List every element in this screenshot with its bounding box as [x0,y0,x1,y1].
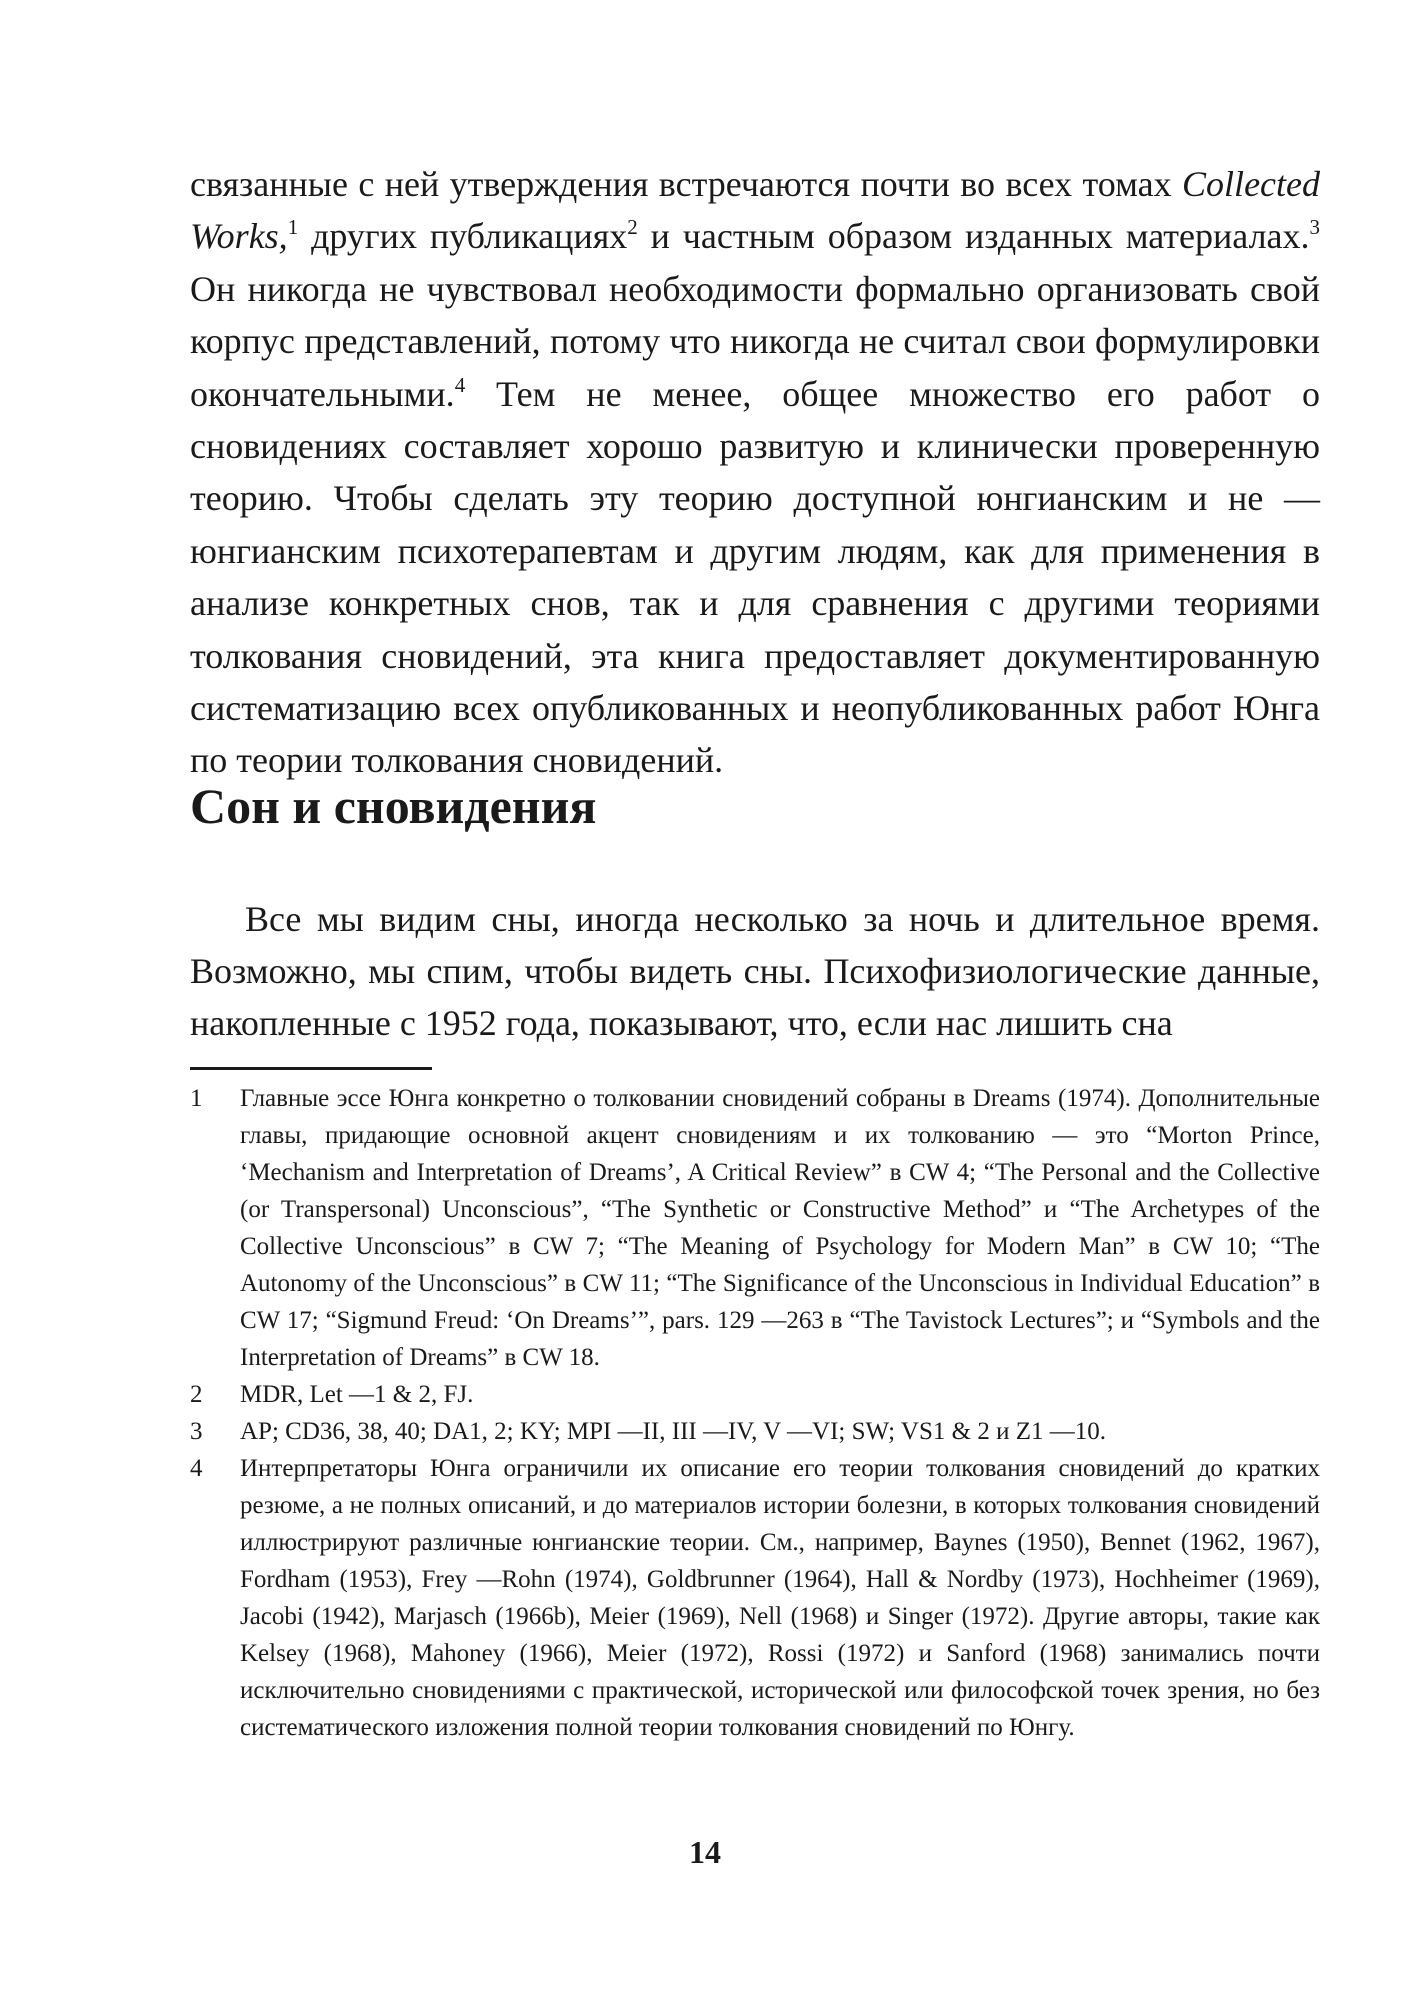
page-number: 14 [689,1834,721,1870]
footnote-ref-1[interactable]: 1 [287,215,299,240]
footnote-2 [190,1376,1320,1413]
footnote-divider [190,1067,432,1070]
footnote-3 [190,1413,1320,1450]
italic-title: Collected Works, [190,164,1320,257]
footnote-ref-2[interactable]: 2 [627,215,638,240]
footnote-text: MDR, Let —1 & 2, FJ. [240,1381,474,1408]
paragraph-text: и частным образом изданных материалах. [637,216,1310,257]
body-paragraph [190,158,1320,787]
paragraph-text: Он никогда не чувствовал необходимости формально организовать свой корпус представлений, потому что никогда не считал свои формулировки окончательными. [190,268,1320,414]
footnote-1 [190,1080,1320,1376]
body-paragraph-2: Все мы видим сны, иногда несколько за ночь и длительное время. Возможно, мы спим, чтобы видеть сны. Психофизиологические данные, накопленные с 1952 года, показывают, что, если нас лишить сна [190,899,1320,1043]
footnote-ref-4[interactable]: 4 [454,372,466,397]
footnote-number: 4 [190,1455,203,1482]
footnote-text: Главные эссе Юнга конкретно о толковании сновидений собраны в Dreams (1974). Дополнительные главы, придающие основной акцент сновидениям и их толкованию — это “Morton Prince, ‘Mechanism and Interpretation of Dreams’, A Critical Review” в CW 4; “The Personal and the Collective (or Transpersonal) Unconscious”, “The Synthetic or Constructive Method” и “The Archetypes of the Collective Unconscious” в CW 7; “The Meaning of Psychology for Modern Man” в CW 10; “The Autonomy of the Unconscious” в CW 11; “The Significance of the Unconscious in Individual Education” в CW 17; “Sigmund Freud: ‘On Dreams’”, pars. 129 —263 в “The Tavistock Lectures”; и “Symbols and the Interpretation of Dreams” в CW 18. [240,1085,1320,1371]
section-heading: Сон и сновидения [190,778,597,834]
footnote-ref-3[interactable]: 3 [1309,215,1321,240]
paragraph-text: Тем не менее, общее множество его работ о сновидениях составляет хорошо развитую и клинически проверенную теорию. Чтобы сделать эту теорию доступной юнгианским и не —юнгианским психотерапевтам и другим людям, как для применения в анализе конкретных снов, так и для сравнения с другими теориями толкования сновидений, эта книга предоставляет документированную систематизацию всех опубликованных и неопубликованных работ Юнга по теории толкования сновидений. [190,373,1320,781]
footnote-number: 1 [190,1085,203,1112]
footnote-text: Интерпретаторы Юнга ограничили их описание его теории толкования сновидений до кратких резюме, а не полных описаний, и до материалов истории болезни, в которых толкования сновидений иллюстрируют различные юнгианские теории. См., например, Baynes (1950), Bennet (1962, 1967), Fordham (1953), Frey —Rohn (1974), Goldbrunner (1964), Hall & Nordby (1973), Hochheimer (1969), Jacobi (1942), Marjasch (1966b), Meier (1969), Nell (1968) и Singer (1972). Другие авторы, такие как Kelsey (1968), Mahoney (1966), Meier (1972), Rossi (1972) и Sanford (1968) занимались почти исключительно сновидениями с практической, исторической или философской точек зрения, но без систематического изложения полной теории толкования сновидений по Юнгу. [240,1455,1320,1741]
footnote-4 [190,1450,1320,1746]
footnote-number: 2 [190,1381,203,1408]
footnote-number: 3 [190,1418,203,1445]
paragraph-text: других публикациях [298,216,628,257]
footnote-text: AP; CD36, 38, 40; DA1, 2; KY; MPI —II, III —IV, V —VI; SW; VS1 & 2 и Z1 —10. [240,1418,1106,1445]
paragraph-text: связанные с ней утверждения встречаются почти во всех томах [190,164,1183,204]
